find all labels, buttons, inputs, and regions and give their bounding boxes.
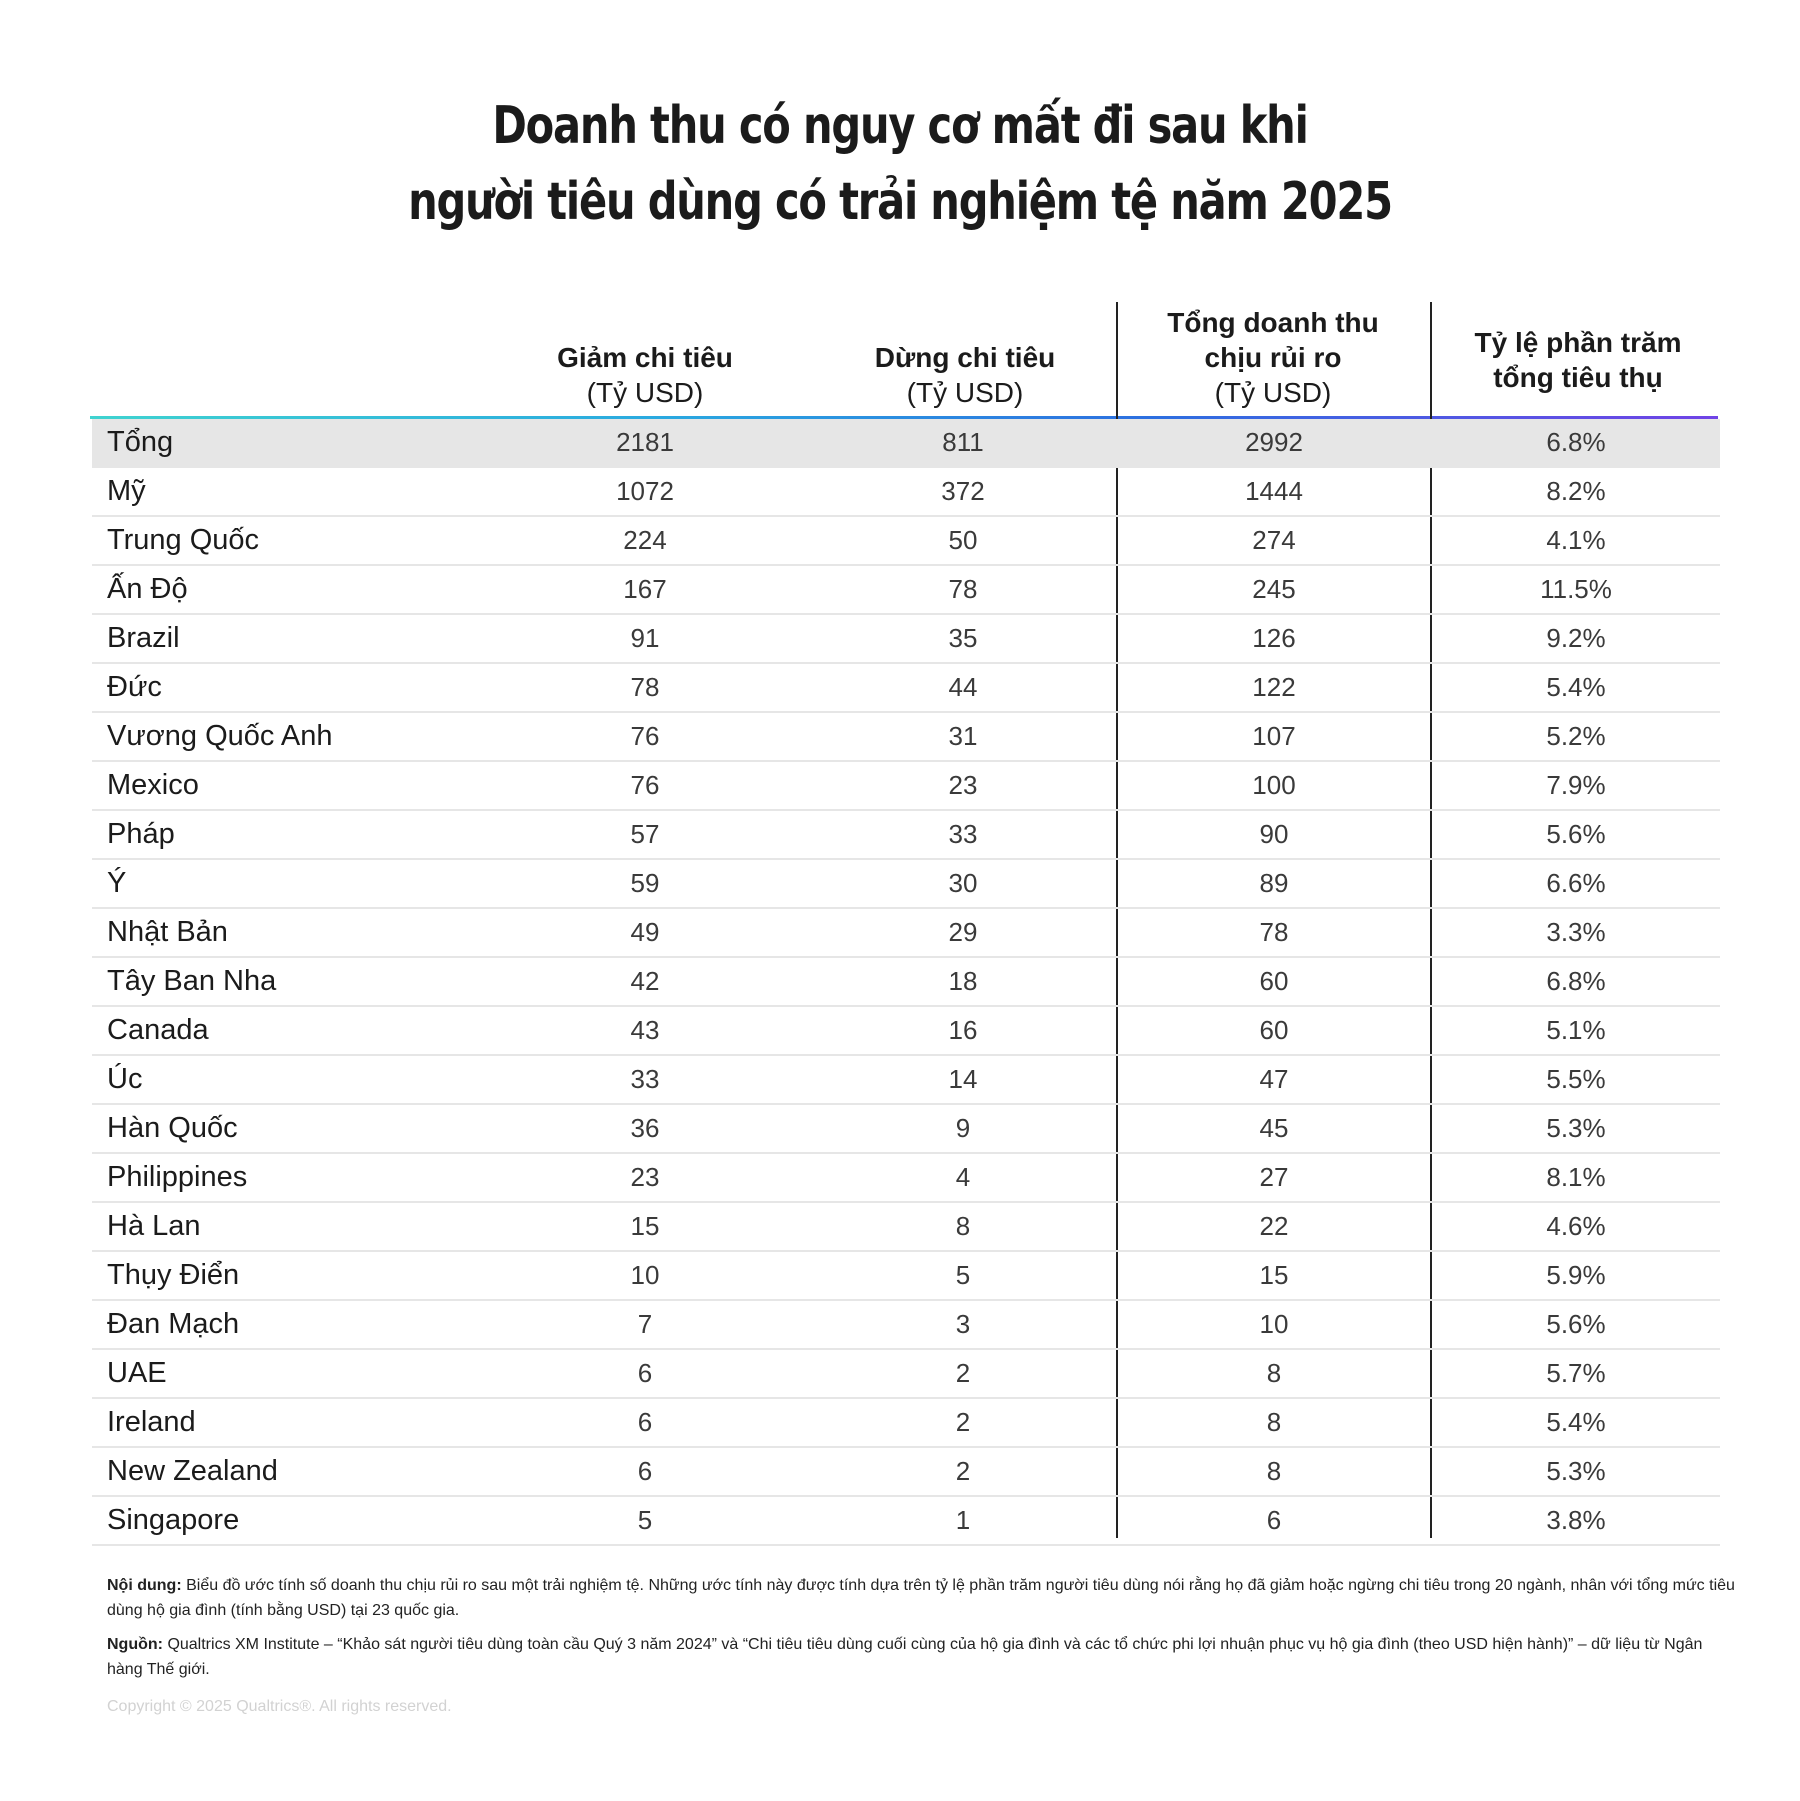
percent-consumption-value: 4.6%	[1546, 1211, 1606, 1241]
percent-consumption-value: 5.4%	[1546, 1407, 1606, 1437]
reduce-spending-value: 76	[630, 770, 660, 800]
reduce-spending-value: 33	[630, 1064, 660, 1094]
table-row	[92, 1154, 1720, 1203]
footnote-content	[107, 1573, 1737, 1623]
percent-consumption-value: 8.1%	[1546, 1162, 1606, 1192]
header-label: chịu rủi ro	[1204, 342, 1342, 373]
table-row	[92, 566, 1720, 615]
stop-spending-value: 4	[955, 1162, 971, 1192]
reduce-spending-value: 6	[637, 1456, 653, 1486]
total-at-risk-value: 78	[1259, 917, 1289, 947]
footnote-content-text: Biểu đồ ước tính số doanh thu chịu rủi ro sau một trải nghiệm tệ. Những ước tính này được tính dựa trên tỷ lệ phần trăm người tiêu dùng nói rằng họ đã giảm hoặc ngừng chi tiêu trong 20 ngành, nhân với tổng mức tiêu dùng hộ gia đình (tính bằng USD) tại 23 quốc gia.	[107, 1577, 1735, 1619]
table-row	[92, 958, 1720, 1007]
total-at-risk-value: 27	[1259, 1162, 1289, 1192]
reduce-spending-value: 57	[630, 819, 660, 849]
header-label: Tổng doanh thu	[1167, 307, 1379, 338]
table-row	[92, 713, 1720, 762]
country-name: Brazil	[107, 622, 180, 654]
reduce-spending-value: 167	[623, 574, 667, 604]
reduce-spending-value: 224	[623, 525, 667, 555]
header-stop-spending	[845, 285, 1085, 410]
table-row	[92, 468, 1720, 517]
percent-consumption-value: 8.2%	[1546, 476, 1606, 506]
total-at-risk-value: 15	[1259, 1260, 1289, 1290]
table-row	[92, 1448, 1720, 1497]
stop-spending-value: 1	[955, 1505, 971, 1535]
total-at-risk-value: 8	[1266, 1358, 1282, 1388]
stop-spending-value: 23	[948, 770, 978, 800]
country-name: Pháp	[107, 818, 175, 850]
stop-spending-value: 9	[955, 1113, 971, 1143]
table-row	[92, 762, 1720, 811]
country-name: UAE	[107, 1357, 167, 1389]
table-row	[92, 1399, 1720, 1448]
stop-spending-value: 33	[948, 819, 978, 849]
percent-consumption-value: 5.2%	[1546, 721, 1606, 751]
table-row	[92, 1301, 1720, 1350]
stop-spending-value: 78	[948, 574, 978, 604]
country-name: Tổng	[107, 426, 174, 458]
table-row	[92, 1105, 1720, 1154]
table-row	[92, 909, 1720, 958]
table-row	[92, 1203, 1720, 1252]
total-at-risk-value: 1444	[1245, 476, 1303, 506]
header-unit: (Tỷ USD)	[586, 377, 704, 408]
percent-consumption-value: 5.9%	[1546, 1260, 1606, 1290]
total-at-risk-value: 47	[1259, 1064, 1289, 1094]
country-name: Ireland	[107, 1406, 196, 1438]
header-label: tổng tiêu thụ	[1493, 362, 1663, 393]
country-name: Úc	[107, 1063, 143, 1095]
title-line-2: người tiêu dùng có trải nghiệm tệ năm 2025	[408, 172, 1392, 232]
percent-consumption-value: 5.1%	[1546, 1015, 1606, 1045]
percent-consumption-value: 6.8%	[1546, 966, 1606, 996]
percent-consumption-value: 6.8%	[1546, 427, 1606, 457]
reduce-spending-value: 10	[630, 1260, 660, 1290]
table-row-total	[92, 419, 1720, 468]
country-name: Vương Quốc Anh	[107, 720, 333, 752]
stop-spending-value: 29	[948, 917, 978, 947]
reduce-spending-value: 7	[637, 1309, 653, 1339]
percent-consumption-value: 7.9%	[1546, 770, 1606, 800]
percent-consumption-value: 4.1%	[1546, 525, 1606, 555]
percent-consumption-value: 3.3%	[1546, 917, 1606, 947]
header-label: Tỷ lệ phần trăm	[1474, 327, 1682, 358]
stop-spending-value: 372	[941, 476, 985, 506]
stop-spending-value: 2	[955, 1407, 971, 1437]
reduce-spending-value: 76	[630, 721, 660, 751]
table-row	[92, 615, 1720, 664]
table-row	[92, 1007, 1720, 1056]
chart-title	[180, 88, 1620, 240]
reduce-spending-value: 49	[630, 917, 660, 947]
country-name: Nhật Bản	[107, 916, 228, 948]
country-name: Ấn Độ	[107, 573, 188, 605]
reduce-spending-value: 6	[637, 1407, 653, 1437]
header-unit: (Tỷ USD)	[906, 377, 1024, 408]
stop-spending-value: 14	[948, 1064, 978, 1094]
footnote-source	[107, 1632, 1737, 1682]
stop-spending-value: 31	[948, 721, 978, 751]
country-name: Đan Mạch	[107, 1308, 240, 1340]
header-label: Dừng chi tiêu	[874, 342, 1056, 373]
header-label: Giảm chi tiêu	[557, 342, 733, 373]
header-unit: (Tỷ USD)	[1214, 377, 1332, 408]
stop-spending-value: 2	[955, 1358, 971, 1388]
reduce-spending-value: 6	[637, 1358, 653, 1388]
reduce-spending-value: 43	[630, 1015, 660, 1045]
percent-consumption-value: 5.3%	[1546, 1456, 1606, 1486]
title-line-1: Doanh thu có nguy cơ mất đi sau khi	[492, 96, 1308, 156]
country-name: Tây Ban Nha	[107, 965, 277, 997]
country-name: Mỹ	[107, 475, 146, 507]
stop-spending-value: 35	[948, 623, 978, 653]
total-at-risk-value: 45	[1259, 1113, 1289, 1143]
total-at-risk-value: 245	[1252, 574, 1296, 604]
country-name: Đức	[107, 671, 162, 703]
footnote-source-text: Qualtrics XM Institute – “Khảo sát người tiêu dùng toàn cầu Quý 3 năm 2024” và “Chi tiêu tiêu dùng cuối cùng của hộ gia đình và các tổ chức phi lợi nhuận phục vụ hộ gia đình (theo USD hiện hành)” – dữ liệu từ Ngân hàng Thế giới.	[107, 1636, 1703, 1678]
country-name: Singapore	[107, 1504, 240, 1536]
total-at-risk-value: 126	[1252, 623, 1296, 653]
percent-consumption-value: 11.5%	[1540, 574, 1612, 604]
total-at-risk-value: 274	[1252, 525, 1296, 555]
reduce-spending-value: 23	[630, 1162, 660, 1192]
total-at-risk-value: 60	[1259, 1015, 1289, 1045]
table-row	[92, 1252, 1720, 1301]
total-at-risk-value: 60	[1259, 966, 1289, 996]
country-name: New Zealand	[107, 1455, 278, 1487]
total-at-risk-value: 2992	[1245, 427, 1303, 457]
header-reduce-spending	[525, 285, 765, 410]
percent-consumption-value: 9.2%	[1546, 623, 1606, 653]
table-row	[92, 1497, 1720, 1546]
table-row	[92, 517, 1720, 566]
percent-consumption-value: 5.6%	[1546, 819, 1606, 849]
stop-spending-value: 16	[948, 1015, 978, 1045]
stop-spending-value: 3	[955, 1309, 971, 1339]
percent-consumption-value: 5.4%	[1546, 672, 1606, 702]
stop-spending-value: 50	[948, 525, 978, 555]
country-name: Mexico	[107, 769, 199, 801]
footnote-content-label: Nội dung:	[107, 1577, 182, 1594]
country-name: Hà Lan	[107, 1210, 201, 1242]
stop-spending-value: 5	[955, 1260, 971, 1290]
total-at-risk-value: 10	[1259, 1309, 1289, 1339]
total-at-risk-value: 122	[1252, 672, 1296, 702]
table-row	[92, 811, 1720, 860]
total-at-risk-value: 90	[1259, 819, 1289, 849]
percent-consumption-value: 5.6%	[1546, 1309, 1606, 1339]
country-name: Ý	[107, 867, 127, 899]
table-row	[92, 1350, 1720, 1399]
header-percent-consumption	[1428, 285, 1728, 410]
stop-spending-value: 18	[948, 966, 978, 996]
table-row	[92, 860, 1720, 909]
country-name: Thụy Điển	[107, 1259, 240, 1291]
table-row	[92, 664, 1720, 713]
reduce-spending-value: 5	[637, 1505, 653, 1535]
country-name: Canada	[107, 1014, 209, 1046]
reduce-spending-value: 78	[630, 672, 660, 702]
total-at-risk-value: 6	[1266, 1505, 1282, 1535]
stop-spending-value: 2	[955, 1456, 971, 1486]
reduce-spending-value: 2181	[616, 427, 674, 457]
header-total-revenue-at-risk	[1143, 285, 1403, 410]
country-name: Philippines	[107, 1161, 248, 1193]
total-at-risk-value: 8	[1266, 1407, 1282, 1437]
percent-consumption-value: 5.7%	[1546, 1358, 1606, 1388]
percent-consumption-value: 6.6%	[1546, 868, 1606, 898]
reduce-spending-value: 42	[630, 966, 660, 996]
stop-spending-value: 44	[948, 672, 978, 702]
percent-consumption-value: 5.3%	[1546, 1113, 1606, 1143]
stop-spending-value: 30	[948, 868, 978, 898]
total-at-risk-value: 100	[1252, 770, 1296, 800]
total-at-risk-value: 22	[1259, 1211, 1289, 1241]
percent-consumption-value: 3.8%	[1546, 1505, 1606, 1535]
stop-spending-value: 811	[942, 427, 984, 457]
reduce-spending-value: 1072	[616, 476, 674, 506]
footnote-source-label: Nguồn:	[107, 1636, 163, 1653]
reduce-spending-value: 36	[630, 1113, 660, 1143]
percent-consumption-value: 5.5%	[1546, 1064, 1606, 1094]
reduce-spending-value: 59	[630, 868, 660, 898]
country-name: Hàn Quốc	[107, 1112, 238, 1144]
reduce-spending-value: 15	[630, 1211, 660, 1241]
copyright: Copyright © 2025 Qualtrics®. All rights reserved.	[107, 1698, 452, 1715]
country-name: Trung Quốc	[107, 524, 260, 556]
stop-spending-value: 8	[955, 1211, 971, 1241]
reduce-spending-value: 91	[630, 623, 660, 653]
total-at-risk-value: 89	[1259, 868, 1289, 898]
data-table	[92, 419, 1720, 1546]
table-row	[92, 1056, 1720, 1105]
total-at-risk-value: 8	[1266, 1456, 1282, 1486]
total-at-risk-value: 107	[1252, 721, 1296, 751]
